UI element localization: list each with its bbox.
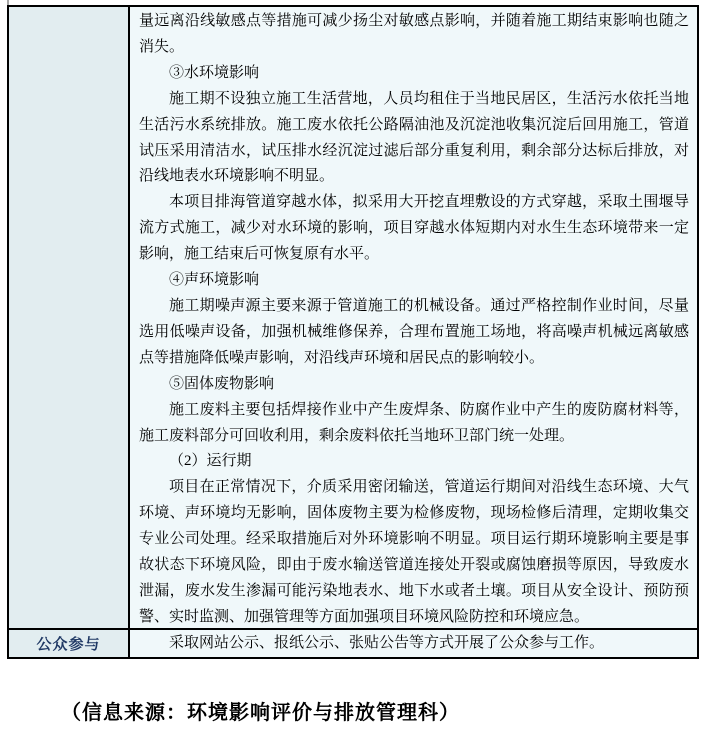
main-row-label-cell <box>9 7 130 628</box>
paragraph: （2）运行期 <box>169 453 252 470</box>
environmental-impact-table <box>7 5 699 659</box>
public-participation-label-cell <box>9 630 130 657</box>
paragraph: 项目在正常情况下，介质采用密闭输送，管道运行期间对沿线生态环境、大气环境、声环境均无影响，固体废物主要为检修废物，现场检修后清理，定期收集交专业公司处理。经采取措施后对外环境影响不明显。项目运行期环境影响主要是事故状态下环境风险，即由于废水输送管道连接处开裂或腐蚀磨损等原因，导致废水泄漏，废水发生渗漏可能污染地表水、地下水或者土壤。项目从安全设计、预防预警、实时监测、加强管理等方面加强项目环境风险防控和环境应急。 <box>139 479 689 625</box>
public-participation-label: 公众参与 <box>36 637 101 653</box>
paragraph: 施工期不设独立施工生活营地，人员均租住于当地民居区，生活污水依托当地生活污水系统排放。施工废水依托公路隔油池及沉淀池收集沉淀后回用施工，管道试压采用清洁水，试压排水经沉淀过滤后部分重复利用，剩余部分达标后排放，对沿线地表水环境影响不明显。 <box>139 90 689 185</box>
table-row <box>9 7 697 630</box>
source-note: （信息来源：环境影响评价与排放管理科） <box>61 702 460 724</box>
paragraph: ⑤固体废物影响 <box>169 375 275 392</box>
main-cell-content <box>130 7 697 628</box>
paragraph: 施工期噪声源主要来源于管道施工的机械设备。通过严格控制作业时间，尽量选用低噪声设备，加强机械维修保养，合理布置施工场地，将高噪声机械远离敏感点等措施降低噪声影响，对沿线声环境和居民点的影响较小。 <box>139 297 689 366</box>
paragraph: ④声环境影响 <box>169 272 260 289</box>
paragraph: 施工废料主要包括焊接作业中产生废焊条、防腐作业中产生的废防腐材料等，施工废料部分可回收利用，剩余废料依托当地环卫部门统一处理。 <box>139 401 689 444</box>
table-row <box>9 630 697 657</box>
paragraph: 本项目排海管道穿越水体，拟采用大开挖直埋敷设的方式穿越，采取土围堰导流方式施工，减少对水环境的影响，项目穿越水体短期内对水生生态环境带来一定影响，施工结束后可恢复原有水平。 <box>139 194 689 263</box>
public-participation-text: 采取网站公示、报纸公示、张贴公告等方式开展了公众参与工作。 <box>130 630 697 657</box>
paragraph: 量远离沿线敏感点等措施可减少扬尘对敏感点影响，并随着施工期结束影响也随之消失。 <box>139 13 689 55</box>
paragraph: ③水环境影响 <box>169 64 260 81</box>
